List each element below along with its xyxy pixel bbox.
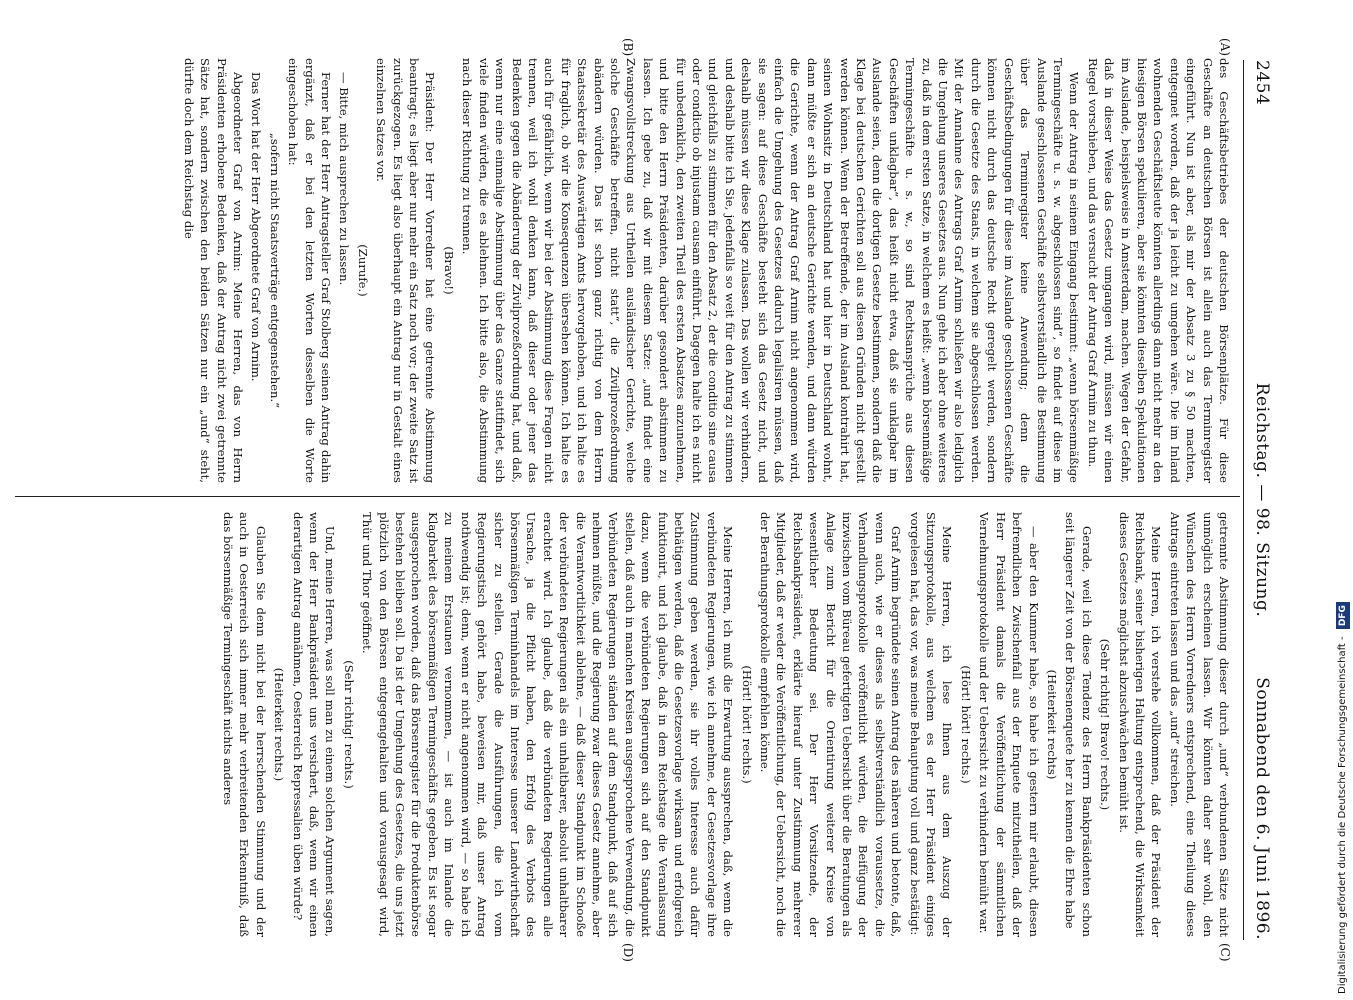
left-text-column — [17, 58, 1232, 483]
paragraph: getrennte Abstimmung dieser durch „und“ verbundenen Sätze nicht unmöglich erscheinen lassen. Wir könnten daher sehr wohl, den Wünschen des Herrn Vorredners entsprechend, eine Theilung dieses Antrags eintreten lassen und das „und“ streichen. — [1167, 512, 1231, 937]
paragraph: Wenn der Antrag in seinem Eingang bestimmt: „wenn börsenmäßige Termingeschäfte u. s. w. abgeschlossen sind“, so findet auf diese im Auslande geschlossenen Geschäfte selbstverständlich die Bestimmung über das Terminregister keine Anwendung; denn die Geschäftsbedingungen für diese im Auslande geschlossenen Geschäfte können nicht durch das deutsche Recht geregelt werden, sondern durch die Gesetze des Staats, in welchem sie abgeschlossen werden. Mit der Annahme des Antrags Graf Arnim schließen wir also lediglich die Umgehung unseres Gesetzes aus. Nun gehe ich aber ohne weiteres zu, daß in dem ersten Satze, in welchem es heißt: „wenn börsenmäßige Termingeschäfte u. s. w., so sind Rechtsansprüche aus diesen Geschäften unklagbar“, das heißt nicht etwa, daß sie unklagbar im Auslande seien, denn die dortigen Gesetze bestimmen, sondern daß die Klage bei deutschen Gerichten soll aus diesen Gründen nicht gestellt werden können. Wenn der Betreffende, der im Ausland kontrahirt hat, seinen Wohnsitz in Deutschland hat und hier in Deutschland wohnt, dann müßte er sich an deutsche Gerichte wenden, und dann würden die Gerichte, wenn der Antrag Graf Arnim nicht angenommen wird, einfach die Umgehung des Gesetzes dadurch legalisiren müssen, daß sie sagen: auf diese Geschäfte besteht sich das Gesetz nicht, und deshalb müssen wir diese Klage zulassen. Das wollen wir verhindern, und deshalb bitte ich Sie, jedenfalls so weit für den Antrag zu stimmen und gleichfalls zu stimmen für den Absatz 2, der die conditio sine causa oder condictio ob injustam causam einführt. Dagegen halte ich es nicht für unbedenklich, den zweiten Theil des ersten Absatzes anzunehmen, und bitte den Herrn Präsidenten, darüber gesondert abstimmen zu lassen. Ich gebe zu, daß wir mit diesem Satze: „und findet eine Zwangsvollstreckung aus Urtheilen ausländischer Gerichte, welche solche Geschäfte betreffen, nicht statt“, die Zivilprozeßordnung abändern würden. Das ist schon ganz richtig von dem Herrn Staatssekretär des Auswärtigen Amts hervorgehoben, und ich halte es für fraglich, ob wir die Konsequenzen übersehen können. Ich halte es auch für gefährlich, wenn wir bei der Abstimmung diese Fragen nicht trennen, weil ich wohl denken kann, daß dieser oder jener das Bedenken gegen die Abänderung der Zivilprozeßordnung hat, und daß, wenn nur eine einmalige Abstimmung über das Ganze stattfindet, sich viele finden würden, die es ablehnen. Ich bitte also, die Abstimmung nach dieser Richtung zu trennen. — [460, 58, 1082, 483]
margin-marker-b: (B) — [621, 38, 635, 57]
paragraph: Das Wort hat der Herr Abgeordnete Graf von Arnim. — [249, 72, 264, 382]
paragraph: Meine Herren, ich muß die Erwartung aussprechen, daß, wenn die verbündeten Regierungen, wie ich annehme, der Gesetzesvorlage ihre Zustimmung geben werden, sie ihr volles Interesse auch dafür bethätigen werden, daß die Gesetzesvorlage wirksam und erfolgreich funktionirt, und ich glaube, daß in dem Reichstage die Veranlassung dazu, wenn die verbündeten Regierungen sich auf den Standpunkt stellen, daß auch in manchen Kreisen ausgesprochene Verwendung, die Verbündeten Regierungen ständen auf dem Standpunkt, daß auf sich nehmen müßte, und die Regierung zwar dieses Gesetz annehme, aber die Verantwortlichkeit ablehne, — daß dieser Standpunkt im Schooße der verbündeten Regierungen als ein unhaltbarer, absolut unhaltbarer erachtet wird. Ich glaube, daß die verbündeten Regierungen alle Ursache, ja die Pflicht haben, den Erfolg des Verbots des börsenmäßigen Terminhandels im Interesse unserer Landwirthschaft sicher zu stellen. Gerade die Ausführungen, die ich vom Regierungstisch gehört habe, beweisen mir, daß unser Antrag nothwendig ist; denn, wenn er nicht angenommen wird, — so habe ich zu meinem Erstaunen vernommen, — ist auch im Inlande die Klagbarkeit des börsenmäßigen Termingeschäfts gegeben. Es ist sogar ausgesprochen worden, daß das Börsenregister für die Produktenbörse bestehen bleiben soll. Da ist der Umgehung des Gesetzes, die uns jetzt plötzlich von den Börsen entgegengehalten und vorausgesagt wird, Thür und Thor geöffnet. — [360, 512, 736, 937]
paragraph: Meine Herren, ich verstehe vollkommen, daß der Präsident der Reichsbank, seiner bisherigen Haltung entsprechend, die Wirksamkeit dieses Gesetzes möglichst abzuschwächen bemüht ist. — [1116, 512, 1164, 937]
interjection: (Heiterkeit rechts.) — [272, 667, 287, 782]
paragraph: Abgeordneter Graf von Arnim: Meine Herren, das von Herrn Präsidenten erhobene Bedenken, daß der Antrag nicht zwei getrennte Sätze hat, sondern zwischen den beiden Sätzen nur ein „und“ steht, dürfte doch dem Reichstag die — [181, 58, 246, 483]
interjection: (Heiterkeit rechts) — [1044, 669, 1059, 780]
column-divider — [15, 496, 1240, 497]
session-date: Sonnabend den 6. Juni 1896. — [1252, 677, 1272, 940]
paragraph: des Geschäftsbetriebes der deutschen Börsenplätze. Für diese Geschäfte an deutschen Börsen ist allein auch das Terminregister eingeführt. Nun ist aber, als mir der Absatz 3 zu § 50 machten, entgegnet worden, daß der ja leicht zu umgehen wäre. Die im Inland wohnenden Geschäftsleute könnten allerdings dann nicht mehr an den hiesigen Börsen spekulieren, aber sie könnten dieselben Spekulationen im Auslande, beispielsweise in Amsterdam, machen. Wegen der Gefahr, daß in dieser Weise das Gesetz umgangen wird, müssen wir einen Riegel vorschieben, und das versucht der Antrag Graf Arnim zu thun. — [1085, 58, 1231, 483]
interjection: (Hört! hört! rechts.) — [958, 665, 973, 784]
margin-marker-d: (D) — [621, 943, 635, 962]
margin-marker-c: (C) — [1218, 943, 1232, 962]
interjection: (Bravo!) — [441, 246, 456, 295]
paragraph: Gerade, weil ich diese Tendenz des Herrn Bankpräsidenten schon seit längerer Zeit von der Börsenenquete her zu kennen die Ehre habe — [1063, 512, 1094, 937]
right-text-column — [17, 512, 1232, 937]
funding-note: Digitalisierung gefördert durch die Deutsche Forschungsgemeinschaft - — [1337, 636, 1348, 994]
paragraph: Glauben Sie denn nicht bei der herrschenden Stimmung und der auch in Oesterreich sich immer mehr verbreitenden Erkenntniß, daß das börsenmäßige Termingeschäft nichts anderes — [221, 512, 268, 937]
paragraph: Und, meine Herren, was soll man zu einem solchen Argument sagen, wenn der Herr Bankpräsident uns versichert, daß, wenn wir einen derartigen Antrag annähmen, Oesterreich Repressalien üben würde? — [290, 512, 338, 937]
page-header — [1246, 60, 1272, 940]
quoted-amendment: „sofern nicht Staatsverträge entgegenstehen.“ — [267, 132, 282, 409]
margin-marker-a: (A) — [1218, 38, 1232, 57]
paragraph: Präsident: Der Herr Vorredner hat eine getrennte Abstimmung beantragt; es liegt aber nur mehr ein Satz noch vor; der zweite Satz ist zurückgezogen. Es liegt also überhaupt ein Antrag nur in Gestalt eines einzelnen Satzes vor. — [374, 58, 438, 483]
paragraph: Meine Herren, ich lese Ihnen aus dem Auszug der Sitzungsprotokolle, aus welchem es der Herr Präsident einiges vorgelesen hat, das vor, was meine Behauptung voll und ganz bestätigt: — [907, 512, 955, 937]
paragraph: — aber den Kummer habe, so habe ich gestern mir erlaubt, diesen befremdlichen Zwischenfall aus der Enquete mitzutheilen, daß der Herr Präsident damals die Veröffentlichung der sämmtlichen Vernehmungsprotokolle und der Uebersicht zu verhindern bemüht war. — [977, 512, 1041, 937]
paragraph: Ferner hat der Herr Antragsteller Graf Stolberg seinen Antrag dahin ergänzt, daß er bei den letzten Worten desselben die Worte eingeschoben hat: — [286, 58, 334, 483]
paragraph: — Bitte, mich ausprechen zu lassen. — [337, 72, 352, 286]
header-rule — [1243, 60, 1244, 940]
interjection: (Sehr richtig! rechts.) — [341, 660, 356, 789]
dfg-logo: DFG — [1336, 602, 1350, 629]
interjection: (Sehr richtig! Bravo! rechts.) — [1098, 638, 1113, 811]
interjection: (Zurufe.) — [355, 244, 370, 297]
page-number: 2454 — [1252, 60, 1272, 106]
page-title: Reichstag. — 98. Sitzung. — [1252, 382, 1272, 618]
digitization-footer — [1333, 0, 1353, 1000]
quoted-protocol: Graf Arnim begründete seinen Antrag des näheren und betonte, daß, wenn auch, wie er dieses als selbstverständlich voraussetze, die Verhandlungsprotokolle veröffentlicht würden, die Beifügung der inzwischen vom Büreau gefertigten Uebersicht über die Beratungen als Anlage zum Bericht für die Orientirung weiterer Kreise von wesentlicher Bedeutung sei. Der Herr Vorsitzende, der Reichsbankpräsident, erklärte hierauf unter Zustimmung mehrerer Mitglieder, daß er weder die Veröffentlichung, der Uebersicht, noch die der Berathungsprotokolle empfehlen könne. — [758, 512, 904, 937]
interjection: (Hört! hört! rechts.) — [739, 665, 754, 784]
